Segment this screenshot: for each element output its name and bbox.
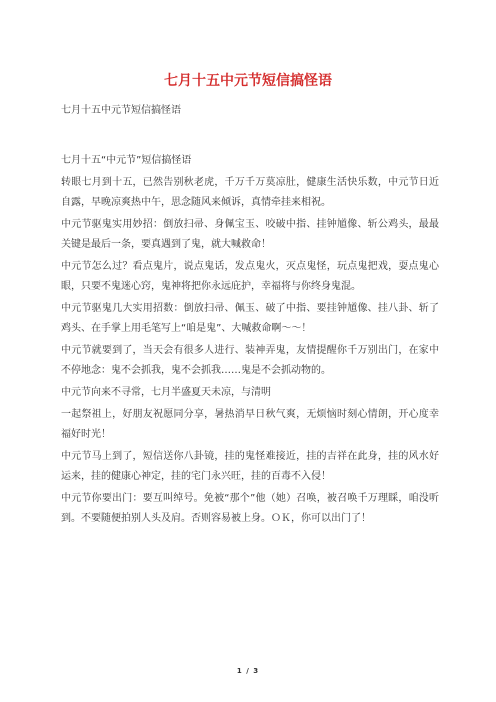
- paragraph: 中元节就要到了，当天会有很多人进行、装神弄鬼，友情提醒你千万别出门，在家中不停地念：鬼不会抓我，鬼不会抓我……鬼是不会抓动物的。: [61, 345, 439, 376]
- document-subtitle: 七月十五中元节短信搞怪语: [61, 105, 181, 116]
- paragraph: 中元节驱鬼实用妙招：倒放扫帚、身佩宝玉、咬破中指、挂钟馗像、斩公鸡头，最最关键是最后一条，要真遇到了鬼，就大喊救命！: [61, 219, 439, 250]
- document-title: 七月十五中元节短信搞怪语: [164, 73, 332, 89]
- paragraph: 转眼七月到十五，已然告别秋老虎，千万千万莫凉肚，健康生活快乐数，中元节日近自露，早晚凉爽热中午，思念随风来倾诉，真情牵挂来相祝。: [61, 177, 439, 208]
- paragraph-heading: 七月十五“中元节”短信搞怪语: [61, 155, 192, 166]
- paragraph: 中元节驱鬼几大实用招数：倒放扫帚、佩玉、破了中指、要挂钟馗像、挂八卦、斩了鸡头、在手掌上用毛笔写上“咱是鬼”、大喊救命啊～～！: [61, 303, 439, 334]
- paragraph: 中元节马上到了，短信送你八卦镜，挂的鬼怪难接近，挂的吉祥在此身，挂的风水好运来，挂的健康心神定，挂的宅门永兴旺，挂的百毒不入侵！: [61, 451, 439, 482]
- document-body: [61, 151, 439, 531]
- paragraph: 中元节你要出门：要互叫绰号。免被“那个”他（她）召唤，被召唤千万理睬，咱没听到。不要随便拍别人头及肩。否则容易被上身。ＯＫ，你可以出门了！: [61, 493, 439, 524]
- paragraph: 中元节向来不寻常，七月半盛夏天未凉，与清明: [61, 387, 271, 398]
- paragraph: 一起祭祖上，好朋友祝愿同分享，暑热消早日秋气爽，无烦恼时刻心情朗，开心度幸福好时光！: [61, 409, 439, 440]
- page-indicator: 1 / 3: [236, 667, 260, 675]
- paragraph: 中元节怎么过？看点鬼片，说点鬼话，发点鬼火，灭点鬼怪，玩点鬼把戏，耍点鬼心眼，只要不鬼迷心窍，鬼神将把你永远庇护，幸福将与你终身鬼混。: [61, 261, 439, 292]
